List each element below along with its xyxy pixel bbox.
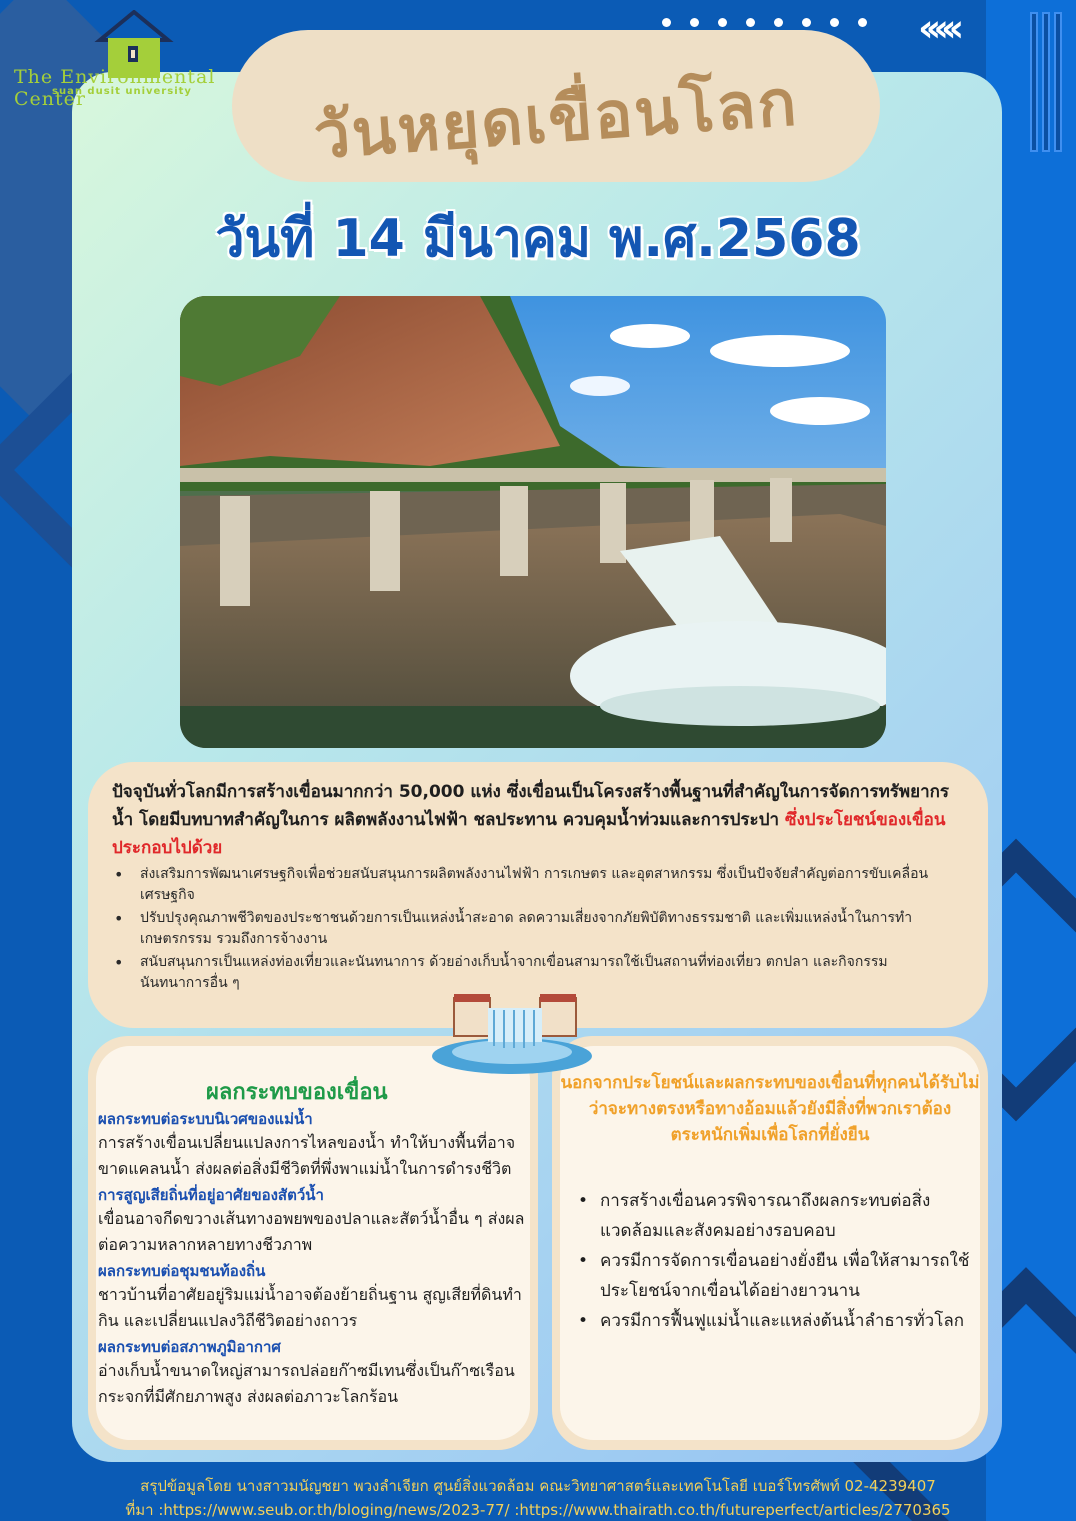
benefits-highlight: ซึ่งประโยชน์ของเขื่อนประกอบไปด้วย (112, 810, 946, 858)
list-item: • ควรมีการฟื้นฟูแม่น้ำและแหล่งต้นน้ำลำธารทั่วโลก (600, 1306, 970, 1336)
decorative-dots (662, 18, 867, 27)
impacts-content (98, 1108, 528, 1412)
benefits-list (134, 864, 954, 996)
organization-logo (12, 10, 242, 110)
dam-icon (430, 988, 595, 1078)
chevrons-left-icon: ‹‹‹‹‹ (918, 6, 957, 50)
footer-credit: สรุปข้อมูลโดย นางสาวมนัญชยา พวงลำเจียก ศูนย์สิ่งแวดล้อม คณะวิทยาศาสตร์และเทคโนโลยี เบอร์โทรศัพท์ 02-4239407 (140, 1477, 936, 1495)
list-item: • ควรมีการจัดการเขื่อนอย่างยั่งยืน เพื่อให้สามารถใช้ประโยชน์จากเขื่อนได้อย่างยาวนาน (600, 1246, 970, 1306)
awareness-list (600, 1186, 970, 1336)
intro-text: ปัจจุบันทั่วโลกมีการสร้างเขื่อนมากกว่า 50,000 แห่ง ซึ่งเขื่อนเป็นโครงสร้างพื้นฐานที่สำคัญในการจัดการทรัพยากรน้ำ โดยมีบทบาทสำคัญในการ ผลิตพลังงานไฟฟ้า ชลประทาน ควบคุมน้ำท่วมและการประปา (112, 782, 950, 830)
impact-heading: ผลกระทบต่อระบบนิเวศของแม่น้ำ (98, 1110, 313, 1128)
list-item: • การสร้างเขื่อนควรพิจารณาถึงผลกระทบต่อสิ่งแวดล้อมและสังคมอย่างรอบคอบ (600, 1186, 970, 1246)
footer (0, 1474, 1076, 1521)
decorative-bars (1030, 12, 1064, 152)
logo-title: The Environmental Center (14, 66, 216, 110)
impact-heading: ผลกระทบต่อชุมชนท้องถิ่น (98, 1262, 266, 1280)
page-title: วันหยุดเขื่อนโลก (311, 66, 801, 174)
awareness-title: นอกจากประโยชน์และผลกระทบของเขื่อนที่ทุกคนได้รับไม่ว่าจะทางตรงหรือทางอ้อมแล้วยังมีสิ่งที่พวกเราต้องตระหนักเพิ่มเพื่อโลกที่ยั่งยืน (560, 1073, 980, 1145)
awareness-section (552, 1036, 988, 1450)
list-item: • สนับสนุนการเป็นแหล่งท่องเที่ยวและนันทนาการ ด้วยอ่างเก็บน้ำจากเขื่อนสามารถใช้เป็นสถานที่ท่องเที่ยว ตกปลา และกิจกรรมนันทนาการอื่น ๆ (134, 952, 954, 994)
impact-body: ชาวบ้านที่อาศัยอยู่ริมแม่น้ำอาจต้องย้ายถิ่นฐาน สูญเสียที่ดินทำกิน และเปลี่ยนแปลงวิถีชีวิตอย่างถาวร (98, 1285, 522, 1330)
impact-body: อ่างเก็บน้ำขนาดใหญ่สามารถปล่อยก๊าซมีเทนซึ่งเป็นก๊าซเรือนกระจกที่มีศักยภาพสูง ส่งผลต่อภาวะโลกร้อน (98, 1361, 515, 1406)
impacts-title: ผลกระทบของเขื่อน (206, 1080, 388, 1105)
dam-spillway-photo (180, 296, 886, 748)
impacts-section (88, 1036, 538, 1450)
impact-body: การสร้างเขื่อนเปลี่ยนแปลงการไหลของน้ำ ทำให้บางพื้นที่อาจขาดแคลนน้ำ ส่งผลต่อสิ่งมีชีวิตที่พึ่งพาแม่น้ำในการดำรงชีวิต (98, 1133, 516, 1178)
impact-heading: ผลกระทบต่อสภาพภูมิอากาศ (98, 1338, 281, 1356)
intro-paragraph (112, 778, 962, 862)
title-banner (232, 30, 880, 182)
list-item: • ส่งเสริมการพัฒนาเศรษฐกิจเพื่อช่วยสนับสนุนการผลิตพลังงานไฟฟ้า การเกษตร และอุตสาหกรรม ซึ่งเป็นปัจจัยสำคัญต่อการขับเคลื่อนเศรษฐกิจ (134, 864, 954, 906)
list-item: • ปรับปรุงคุณภาพชีวิตของประชาชนด้วยการเป็นแหล่งน้ำสะอาด ลดความเสี่ยงจากภัยพิบัติทางธรรมชาติ และเพิ่มแหล่งน้ำในการทำเกษตรกรรม รวมถึงการจ้างงาน (134, 908, 954, 950)
footer-sources: ที่มา :https://www.seub.or.th/bloging/news/2023-77/ :https://www.thairath.co.th/futureperfect/articles/2770365 (125, 1501, 951, 1519)
event-date: วันที่ 14 มีนาคม พ.ศ.2568 (215, 209, 861, 269)
impact-heading: การสูญเสียถิ่นที่อยู่อาศัยของสัตว์น้ำ (98, 1186, 324, 1204)
logo-subtitle: suan dusit university (52, 86, 192, 97)
impact-body: เขื่อนอาจกีดขวางเส้นทางอพยพของปลาและสัตว์น้ำอื่น ๆ ส่งผลต่อความหลากหลายทางชีวภาพ (98, 1209, 525, 1254)
